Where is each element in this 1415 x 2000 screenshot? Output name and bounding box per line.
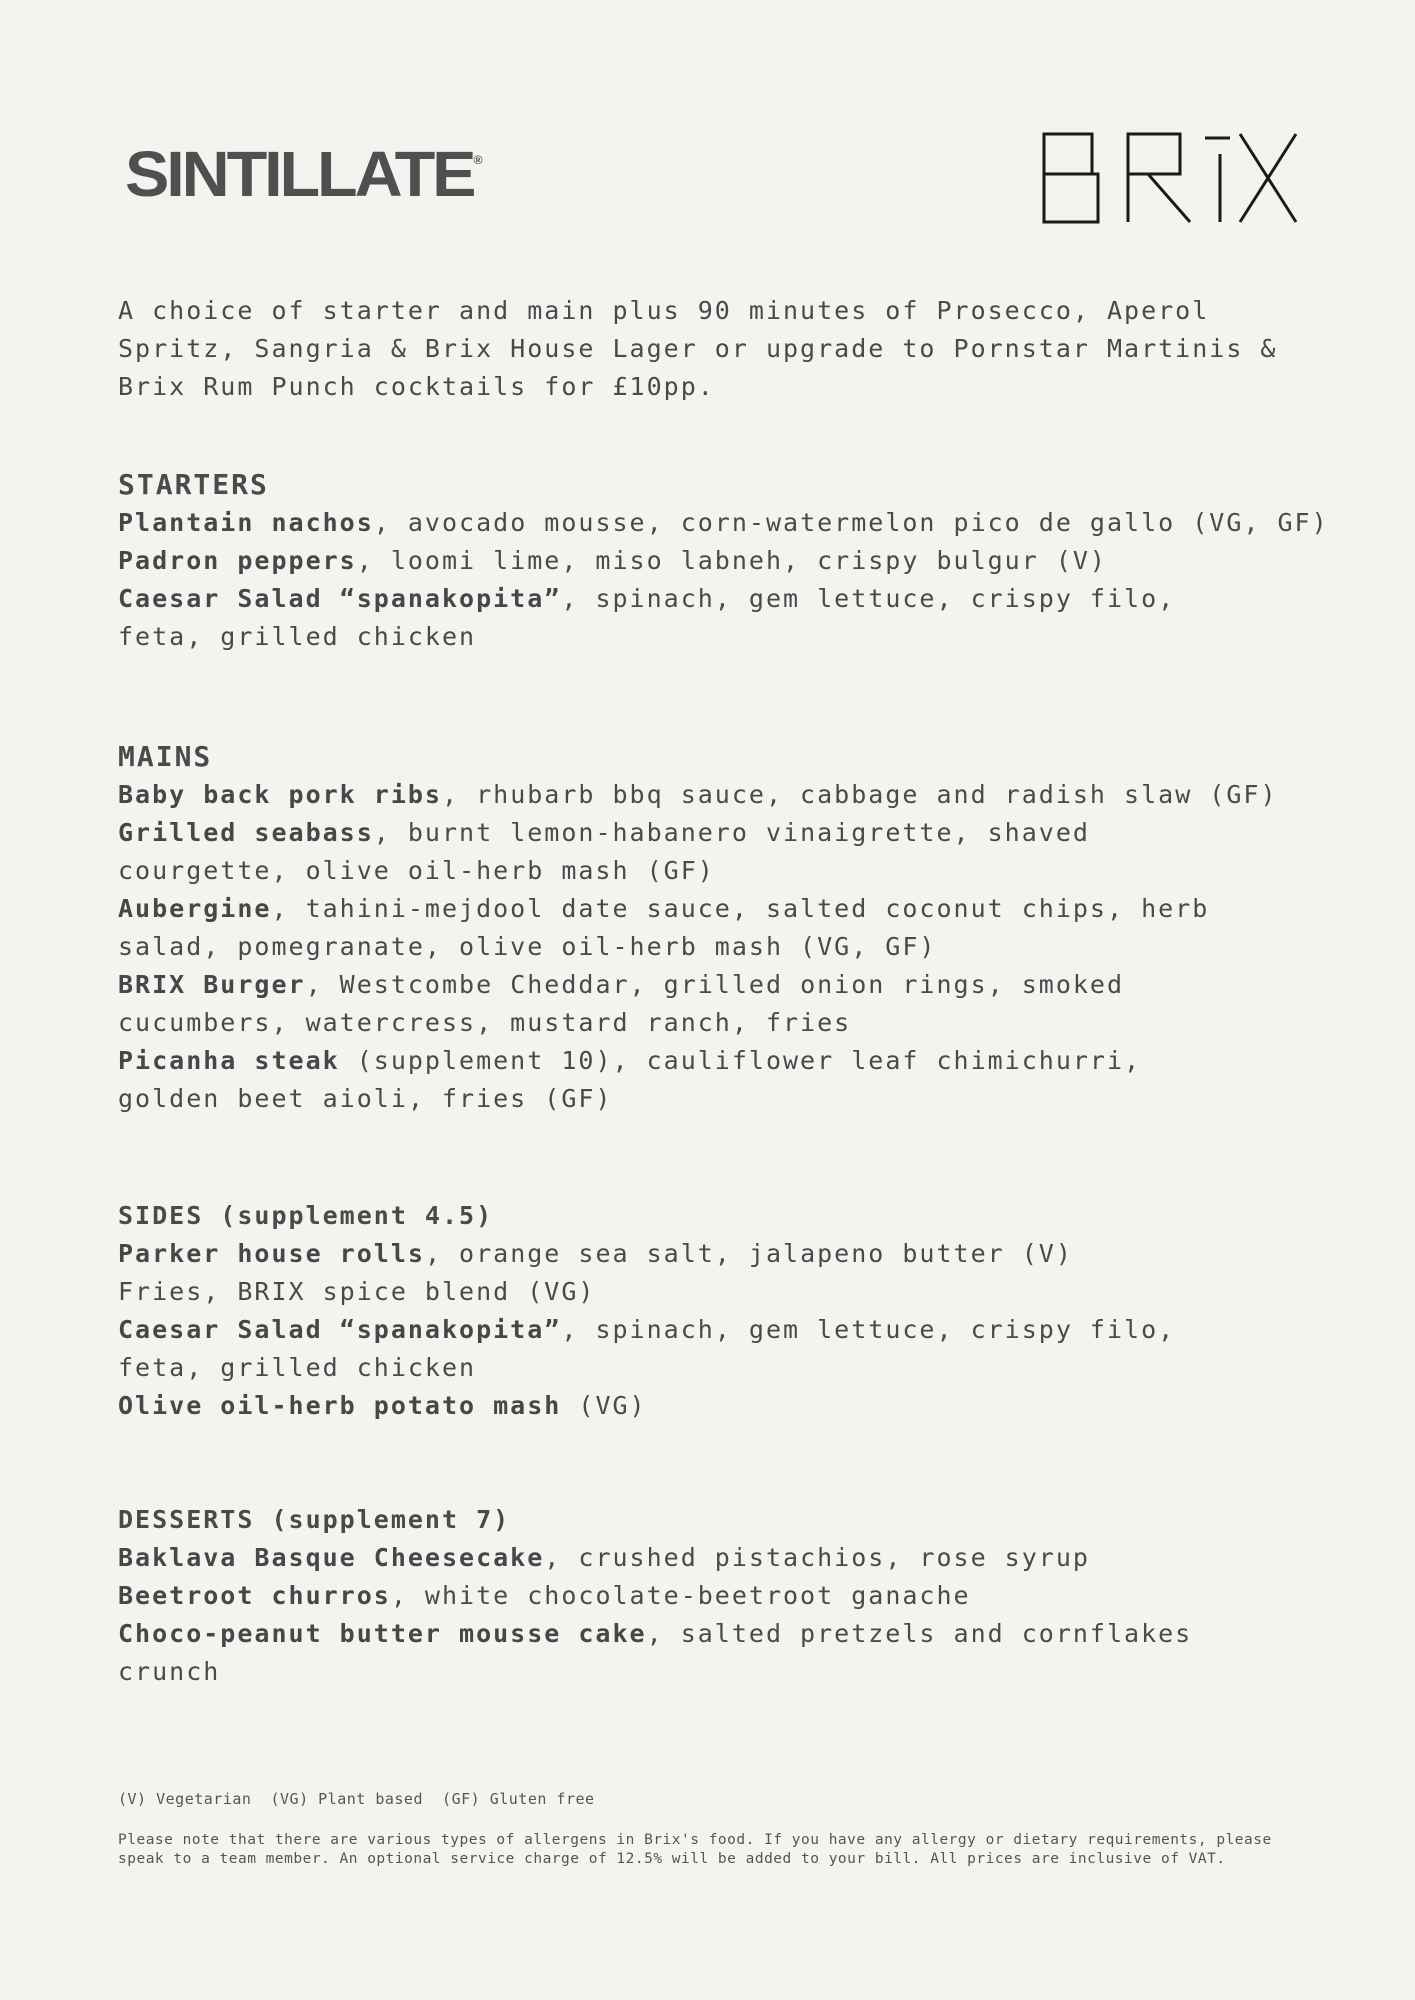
- sides-section: [118, 1197, 1358, 1425]
- list-item: Choco-peanut butter mousse cake, salted pretzels and cornflakes crunch: [118, 1619, 1210, 1686]
- list-item: Padron peppers, loomi lime, miso labneh, crispy bulgur (V): [118, 546, 1107, 575]
- mains-section: [118, 738, 1358, 1118]
- sintillate-logo: SINTILLATE®: [125, 138, 483, 210]
- section-heading: SIDES (supplement 4.5): [118, 1201, 494, 1230]
- list-item: Aubergine, tahini-mejdool date sauce, salted coconut chips, herb salad, pomegranate, olive oil-herb mash (VG, GF): [118, 894, 1227, 961]
- brix-logo: [1040, 130, 1300, 226]
- list-item: BRIX Burger, Westcombe Cheddar, grilled onion rings, smoked cucumbers, watercress, mustard ranch, fries: [118, 970, 1142, 1037]
- list-item: Caesar Salad “spanakopita”, spinach, gem lettuce, crispy filo, feta, grilled chicken: [118, 584, 1193, 651]
- list-item: Parker house rolls, orange sea salt, jalapeno butter (V): [118, 1239, 1073, 1268]
- dietary-legend: (V) Vegetarian (VG) Plant based (GF) Gluten free: [118, 1790, 595, 1808]
- list-item: Plantain nachos, avocado mousse, corn-watermelon pico de gallo (VG, GF): [118, 508, 1329, 537]
- list-item: Baby back pork ribs, rhubarb bbq sauce, cabbage and radish slaw (GF): [118, 780, 1278, 809]
- section-heading: MAINS: [118, 740, 213, 773]
- list-item: Fries, BRIX spice blend (VG): [118, 1277, 596, 1306]
- list-item: Olive oil-herb potato mash (VG): [118, 1391, 647, 1420]
- section-heading: DESSERTS (supplement 7): [118, 1505, 511, 1534]
- list-item: Caesar Salad “spanakopita”, spinach, gem lettuce, crispy filo, feta, grilled chicken: [118, 1315, 1193, 1382]
- allergen-note: Please note that there are various types of allergens in Brix's food. If you have any allergy or dietary requirements, please speak to a team member. An optional service charge of 12.5% will be added to your bill. All prices are inclusive of VAT.: [118, 1832, 1272, 1867]
- list-item: Picanha steak (supplement 10), cauliflower leaf chimichurri, golden beet aioli, fries (GF): [118, 1046, 1159, 1113]
- desserts-section: [118, 1501, 1358, 1691]
- intro-text: A choice of starter and main plus 90 minutes of Prosecco, Aperol Spritz, Sangria & Brix House Lager or upgrade to Pornstar Martinis & Brix Rum Punch cocktails for £10pp.: [118, 296, 1278, 401]
- starters-section: [118, 466, 1358, 656]
- list-item: Grilled seabass, burnt lemon-habanero vinaigrette, shaved courgette, olive oil-herb mash (GF): [118, 818, 1107, 885]
- list-item: Beetroot churros, white chocolate-beetroot ganache: [118, 1581, 971, 1610]
- list-item: Baklava Basque Cheesecake, crushed pistachios, rose syrup: [118, 1543, 1090, 1572]
- section-heading: STARTERS: [118, 468, 269, 501]
